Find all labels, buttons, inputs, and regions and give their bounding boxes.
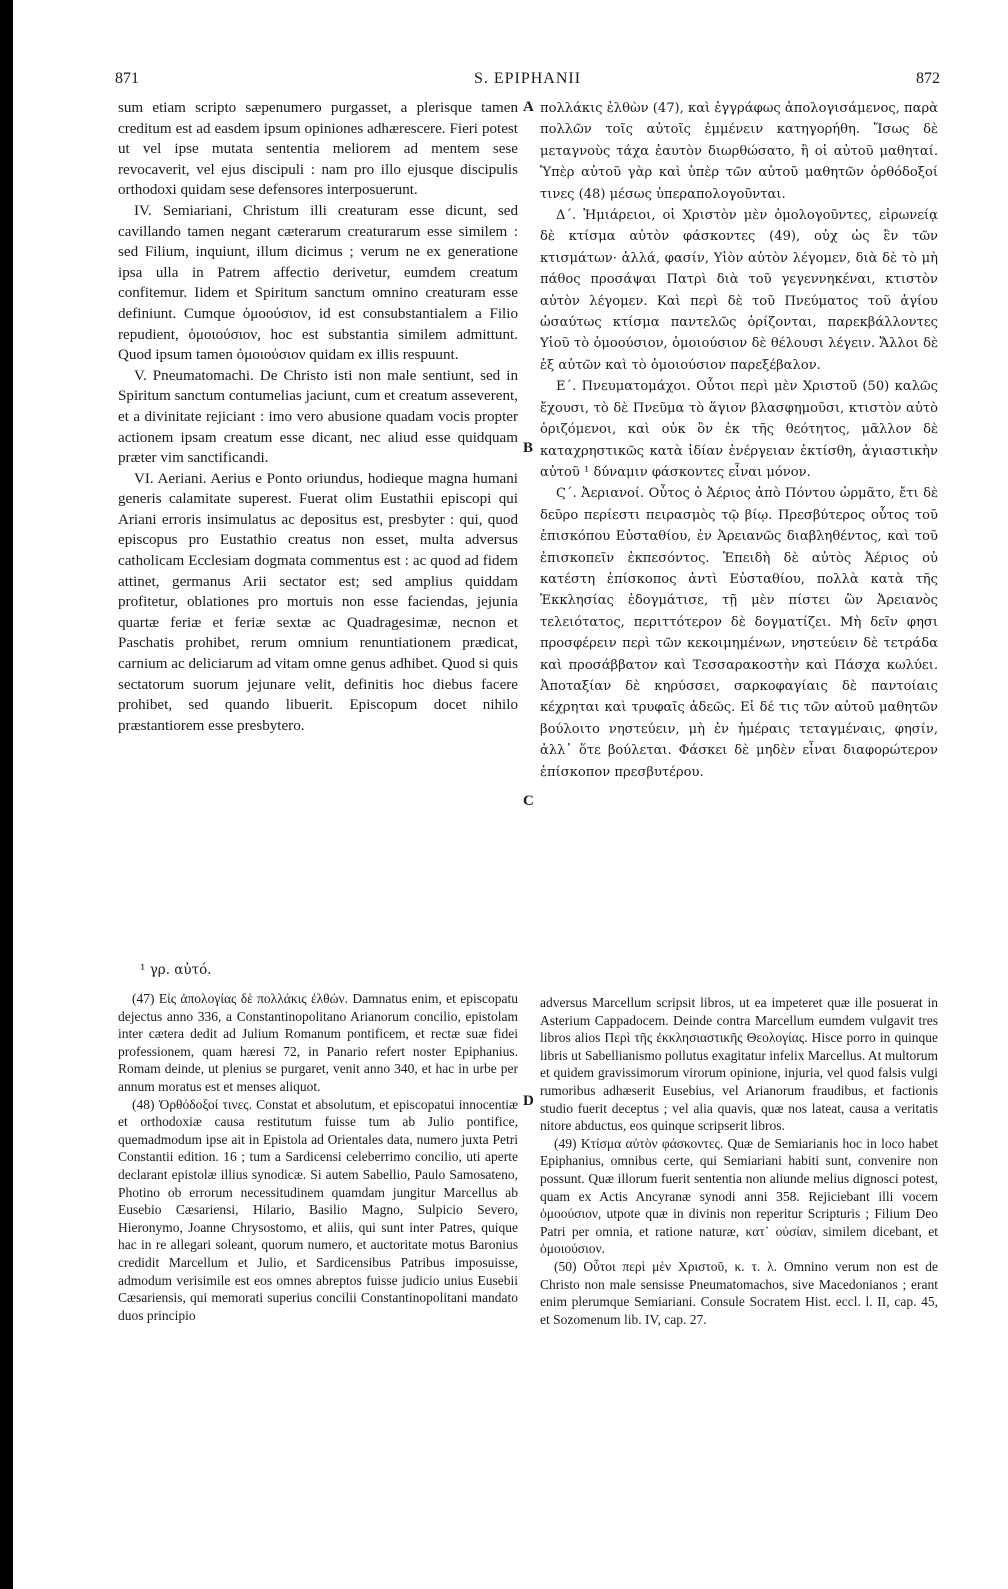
page-number-right: 872 bbox=[916, 70, 940, 87]
notes-column-left bbox=[118, 990, 518, 1324]
running-title: S. EPIPHANII bbox=[473, 70, 582, 87]
greek-paragraph: Ϛ΄. Ἀεριανοί. Οὗτος ὁ Ἀέριος ἀπὸ Πόντου ὡρμᾶτο, ἔτι δὲ δεῦρο περίεστι πειρασμὸς τῷ βίῳ. Πρεσβύτερος οὗτος τοῦ ἐπισκόπου Εὐσταθίου, ἐν Ἀρειανῶς διαβληθέντος, καὶ τοῦ ἐπισκοπεῖν ἐκπεσόντος. Ἐπειδὴ δὲ αὐτὸς Ἀέριος οὐ κατέστη ἐπίσκοπος ἀντὶ Εὐσταθίου, πολλὰ κατὰ τῆς Ἐκκλησίας ἐδογμάτισε, τῇ μὲν πίστει ὢν Ἀρειανὸς τελειότατος, περιττότερον δὲ δογματίζει. Μὴ δεῖν φησι προσφέρειν περὶ τῶν κεκοιμημένων, νηστεύειν δὲ τετράδα καὶ προσάββατον καὶ Τεσσαρακοστὴν καὶ Πάσχα κωλύει. Ἀποταξίαν δὲ κηρύσσει, σαρκοφαγίαις δὲ παντοίαις κέχρηται καὶ τρυφαῖς ἀδεῶς. Εἰ δέ τις τῶν αὐτοῦ μαθητῶν βούλοιτο νηστεύειν, μὴ ἐν ἡμέραις τεταγμέναις, φησίν, ἀλλ᾽ ὅτε βούλεται. Φάσκει δὲ μηδὲν εἶναι διαφορώτερον ἐπίσκοπον πρεσβυτέρου. bbox=[540, 486, 938, 780]
latin-paragraph: VI. Aeriani. Aerius e Ponto oriundus, hodieque magna humani generis calamitate superest. Fuerat olim Eustathii episcopi qui Ariani erroris insimulatus ac depositus est, presbyter : qui, quod episcopus pro Eustathio creatus non esset, multa adversus catholicam Ecclesiam dogmata commentus est : ac quod ad fidem attinet, germanus Arii sectator est; sed amplius quiddam profitetur, oblationes pro mortuis non esse faciendas, jejunia quartæ feriæ et feriæ sextæ ac Quadragesimæ, necnon et Paschatis prohibet, rerum omnium renuntiationem prædicat, carnium ac deliciarum ad vitam omne genus adhibet. Quod si quis sectatorum suorum jejunare velit, definitis hoc diebus facere prohibet, sed quando libuerit. Episcopum docet nihilo præstantiorem esse presbytero. bbox=[118, 470, 518, 734]
latin-column bbox=[118, 98, 518, 736]
note-paragraph: (48) Ὀρθόδοξοί τινες. Constat et absolutum, et episcopatui innocentiæ et orthodoxiæ causa restitutum fuisse tum ab Julio pontifice, quemadmodum ipse ait in Epistola ad Orientales data, numero juxta Petri Constantii edition. 16 ; tum a Sardicensi celeberrimo concilio, uti aperte declarant epistolæ illius synodicæ. Si autem Sabellio, Paulo Samosateno, Photino ob errorum necessitudinem quamdam jungitur Marcellus ab Eusebio Cæsariensi, Hilario, Basilio Magno, Sulpicio Severo, Hieronymo, Joanne Chrysostomo, et aliis, qui sunt inter Patres, quique hac in re allegari soleant, quorum numero, et auctoritate motus Baronius credidit Marcellum et Julio, et Sardicensibus Patribus imposuisse, admodum verisimile est eos omnes abreptos fuisse judicio unius Eusebii Cæsariensis, qui memorati superius concilii Constantinopolitani mandato duos principio bbox=[118, 1096, 518, 1323]
note-paragraph: adversus Marcellum scripsit libros, ut ea impeteret quæ ille posuerat in Asterium Cappadocem. Deinde contra Marcellum eumdem vulgavit tres libros alios Περὶ τῆς ἐκκλησιαστικῆς Θεολογίας. Hisce porro in quinque libris ut Sabellianismo pollutus exagitatur infelix Marcellus. At multorum et quidem gravissimorum virorum opinione, injuria, vel quod falsis vulgi rumoribus adhæserit Eusebius, vel Arianorum fraudibus, et factionis studio fuerit deceptus ; vel alia quavis, quæ nos lateat, causa a veritatis nitore abductus, eos quinque scripserit libros. bbox=[540, 995, 938, 1134]
margin-letter-a: A bbox=[523, 99, 534, 115]
latin-paragraph: IV. Semiariani, Christum illi creaturam esse dicunt, sed cavillando tamen negant cæterarum creaturarum esse similem : sed Filium, inquiunt, illum dicimus ; verum ne ex generatione ipsa ulla in Patrem affectio derivetur, eumdem creatum confitemur. Iidem et Spiritum sanctum omnino creaturam esse definiunt. Cumque ὁμοούσιον, id est consubstantialem a Filio repudient, ὁμοιούσιον, hoc est substantia similem admittunt. Quod ipsum tamen ὁμοιούσιον quidam ex illis respuunt. bbox=[118, 202, 518, 364]
scan-edge bbox=[0, 0, 13, 1589]
note-paragraph: (50) Οὗτοι περὶ μὲν Χριστοῦ, κ. τ. λ. Omnino verum non est de Christo non male sensisse Pneumatomachos, sive Macedonianos ; erant enim plerumque Semiariani. Consule Socratem Hist. eccl. l. II, cap. 45, et Sozomenum lib. IV, cap. 27. bbox=[540, 1258, 938, 1327]
margin-letter-b: B bbox=[523, 440, 534, 456]
note-paragraph: (47) Εἰς ἀπολογίας δὲ πολλάκις ἐλθών. Damnatus enim, et episcopatu dejectus anno 336, a Constantinopolitano Arianorum concilio, epistolam inter cætera dedit ad Julium Romanum pontificem, et rectæ suæ fidei professionem, quam hæresi 72, in Panario refert noster Epiphanius. Romam deinde, ut plenius se purgaret, venit anno 340, et hac in urbe per annum moratus est et menses aliquot. bbox=[118, 991, 518, 1094]
latin-paragraph: sum etiam scripto sæpenumero purgasset, a plerisque tamen creditum est ad easdem ipsum opiniones adhærescere. Fieri potest ut vel ipse mutata sententia meliorem ad mentem sese revocaverit, vel ejus discipuli : nam pro illo ejusque discipulis orthodoxi quidam sese defensores interposuerunt. bbox=[118, 100, 518, 199]
footnote: ¹ γρ. αὐτό. bbox=[140, 962, 212, 978]
note-paragraph: (49) Κτίσμα αὐτὸν φάσκοντες. Quæ de Semiarianis hoc in loco habet Epiphanius, omnibus certe, qui Semiariani habiti sunt, convenire non possunt. Quæ illorum fuerit sententia non aliunde melius dignosci potest, quam ex Actis Ancyranæ synodi anni 358. Rejiciebant illi vocem ὁμοούσιον, utpote quæ in divinis non reperitur Scripturis ; Filium Deo Patri per omnia, et ratione naturæ, κατ᾽ οὐσίαν, similem dicebant, et ὁμοιούσιον. bbox=[540, 1135, 938, 1257]
page-number-left: 871 bbox=[115, 70, 139, 87]
greek-paragraph: Ε΄. Πνευματομάχοι. Οὗτοι περὶ μὲν Χριστοῦ (50) καλῶς ἔχουσι, τὸ δὲ Πνεῦμα τὸ ἅγιον βλασφημοῦσι, κτιστὸν αὐτὸ ὁριζόμενοι, καὶ οὐκ ὂν ἐκ τῆς θεότητος, μᾶλλον δὲ καταχρηστικῶς κατὰ ἰδίαν ἐνέργειαν ἐκτίσθη, ἁγιαστικὴν αὐτοῦ ¹ δύναμιν φάσκοντες εἶναι μόνον. bbox=[540, 379, 938, 480]
margin-letter-c: C bbox=[523, 793, 534, 809]
page-header bbox=[115, 70, 940, 92]
latin-paragraph: V. Pneumatomachi. De Christo isti non male sentiunt, sed in Spiritum sanctum contumelias jaciunt, cum et creatum asseverent, et a divinitate rejiciant : imo vero abusione quadam vocis propter actionem ipsam creatum esse dicant, nec aliud esse quidquam præter vim sanctificandi. bbox=[118, 367, 518, 467]
greek-paragraph: πολλάκις ἐλθὼν (47), καὶ ἐγγράφως ἀπολογισάμενος, παρὰ πολλῶν τοῖς αὐτοῖς ἐμμένειν κατηγορήθη. Ἴσως δὲ μεταγνοὺς τάχα ἑαυτὸν διωρθώσατο, ἢ οἱ αὐτοῦ μαθηταί. Ὑπὲρ αὐτοῦ γὰρ καὶ ὑπὲρ τῶν αὐτοῦ μαθητῶν ὀρθόδοξοί τινες (48) μέσως ὑπεραπολογοῦνται. bbox=[540, 101, 938, 202]
notes-column-right bbox=[540, 994, 938, 1328]
greek-paragraph: Δ΄. Ἡμιάρειοι, οἱ Χριστὸν μὲν ὁμολογοῦντες, εἰρωνείᾳ δὲ κτίσμα αὐτὸν φάσκοντες (49), οὐχ ὡς ἓν τῶν κτισμάτων· ἀλλά, φασίν, Υἱὸν αὐτὸν λέγομεν, διὰ δὲ τὸ μὴ πάθος προσάψαι Πατρὶ διὰ τοῦ γεγεννηκέναι, κτιστὸν αὐτὸν λέγομεν. Καὶ περὶ δὲ τοῦ Πνεύματος τοῦ ἁγίου ὡσαύτως κτίσμα παντελῶς ὁρίζονται, παρεκβάλλοντες Υἱοῦ τὸ ὁμοούσιον, ὁμοιούσιον δὲ θέλουσι λέγειν. Ἄλλοι δὲ ἐξ αὐτῶν καὶ τὸ ὁμοιούσιον παρεξέβαλον. bbox=[540, 208, 938, 373]
greek-column bbox=[540, 98, 938, 783]
margin-letter-d: D bbox=[523, 1093, 534, 1109]
